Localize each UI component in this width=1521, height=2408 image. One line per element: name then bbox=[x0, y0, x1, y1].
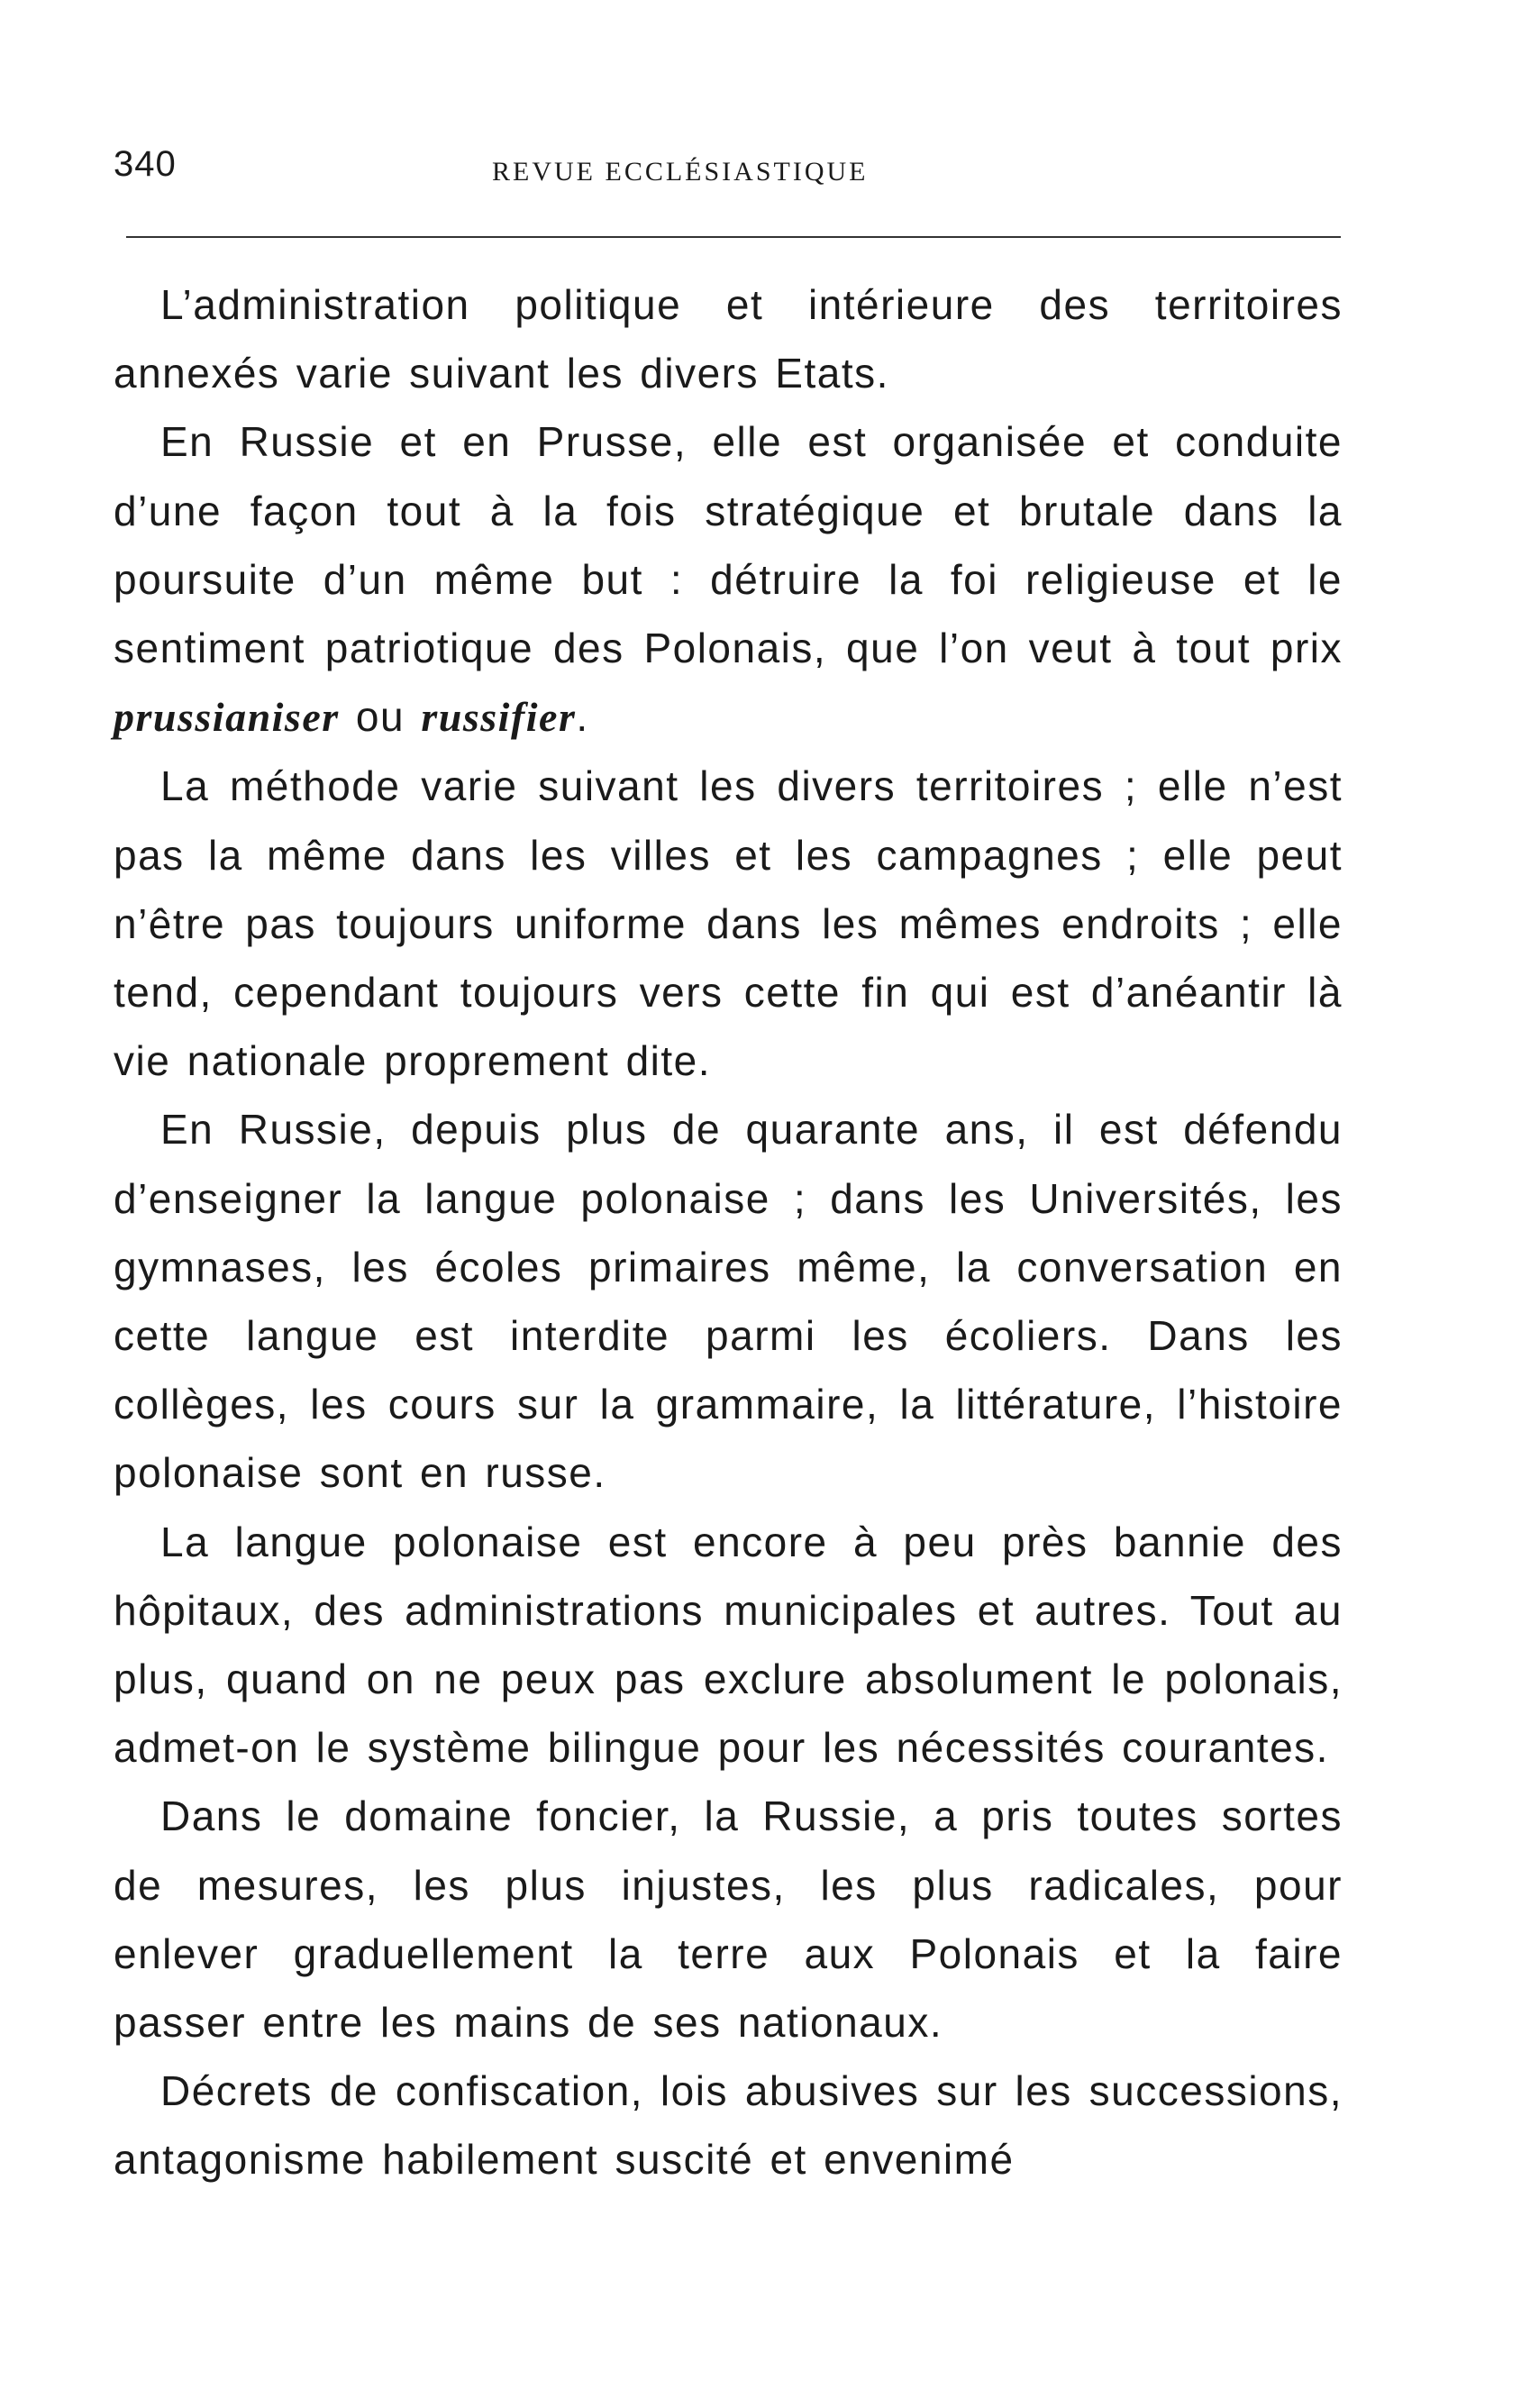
italic-term-russifier: russifier bbox=[421, 694, 577, 741]
paragraph-2-conjunction: ou bbox=[339, 693, 422, 741]
page-number: 340 bbox=[114, 144, 177, 184]
paragraph-3: La méthode varie suivant les divers territoires ; elle n’est pas la même dans les villes et les campagnes ; elle peut n’être pas toujours uniforme dans les mêmes endroits ; elle tend, cependant toujours vers cette fin qui est d’anéantir là vie nationale proprement dite. bbox=[114, 762, 1343, 1085]
header-rule bbox=[126, 236, 1341, 238]
paragraph-4: En Russie, depuis plus de quarante ans, il est défendu d’enseigner la langue polonaise ; dans les Universités, les gymnases, les écoles primaires même, la conversation en cette langue est interdite parmi les écoliers. Dans les collèges, les cours sur la grammaire, la littérature, l’histoire polonaise sont en russe. bbox=[114, 1106, 1343, 1497]
paragraph-2-text: En Russie et en Prusse, elle est organisée et conduite d’une façon tout à la fois stratégique et brutale dans la poursuite d’un même but : détruire la foi religieuse et le sentiment patriotique des Polonais, que l’on veut à tout prix bbox=[114, 418, 1343, 672]
paragraph-6: Dans le domaine foncier, la Russie, a pris toutes sortes de mesures, les plus injustes, les plus radicales, pour enlever graduellement la terre aux Polonais et la faire passer entre les mains de ses nationaux. bbox=[114, 1792, 1343, 2047]
running-title: REVUE ECCLÉSIASTIQUE bbox=[492, 157, 869, 187]
page-header bbox=[114, 137, 1343, 200]
paragraph-2 bbox=[114, 407, 1343, 752]
paragraph-7: Décrets de confiscation, lois abusives sur les successions, antagonisme habilement suscité et envenimé bbox=[114, 2067, 1343, 2184]
paragraph-1: L’administration politique et intérieure des territoires annexés varie suivant les divers Etats. bbox=[114, 281, 1343, 397]
paragraph-5: La langue polonaise est encore à peu près bannie des hôpitaux, des administrations municipales et autres. Tout au plus, quand on ne peux pas exclure absolument le polonais, admet-on le système bilingue pour les nécessités courantes. bbox=[114, 1518, 1343, 1772]
paragraph-2-end: . bbox=[576, 693, 589, 741]
italic-term-prussianiser: prussianiser bbox=[114, 694, 340, 741]
body-text bbox=[114, 270, 1343, 2194]
